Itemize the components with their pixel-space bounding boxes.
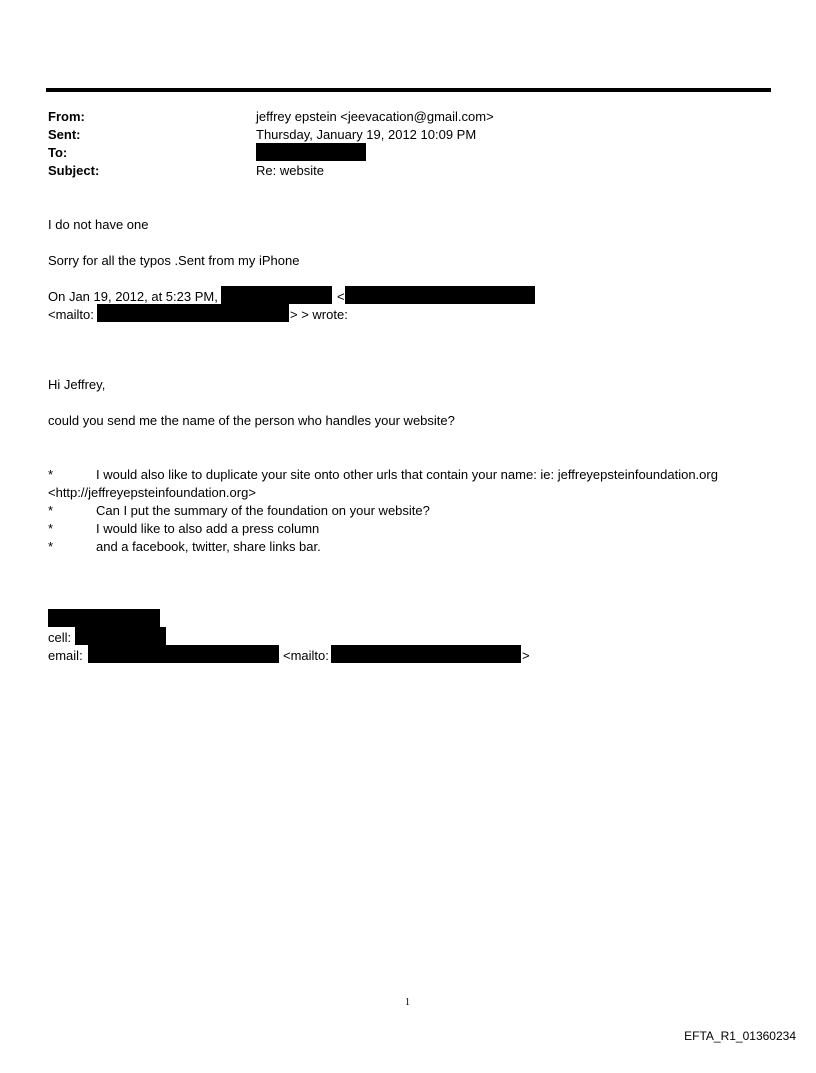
cell-label: cell:: [48, 630, 72, 645]
from-label: From:: [48, 109, 85, 124]
quote-intro: On Jan 19, 2012, at 5:23 PM,: [48, 289, 218, 304]
signature-line: Sorry for all the typos .Sent from my iPhone: [48, 253, 300, 268]
redaction-to: [256, 143, 366, 161]
bullet-marker: *: [48, 521, 54, 536]
bullet-item: and a facebook, twitter, share links bar.: [96, 539, 321, 554]
email-label: email:: [48, 648, 83, 663]
redaction-email: [88, 645, 279, 663]
redaction-mailto: [97, 304, 289, 322]
bullet-marker: *: [48, 503, 54, 518]
bullet-item: I would also like to duplicate your site onto other urls that contain your name: ie: jeffreyepsteinfoundation.org: [96, 467, 718, 482]
subject-value: Re: website: [256, 163, 324, 178]
redaction-cell: [75, 627, 166, 645]
redaction-email-mailto: [331, 645, 521, 663]
email-mailto: <mailto:: [283, 648, 329, 663]
reply-line: I do not have one: [48, 217, 149, 232]
subject-label: Subject:: [48, 163, 100, 178]
mailto-label: <mailto:: [48, 307, 94, 322]
greeting: Hi Jeffrey,: [48, 377, 106, 392]
page-number: 1: [405, 997, 410, 1008]
sent-value: Thursday, January 19, 2012 10:09 PM: [256, 127, 477, 142]
question: could you send me the name of the person who handles your website?: [48, 413, 455, 428]
document-id: EFTA_R1_01360234: [684, 1029, 796, 1043]
from-value: jeffrey epstein <jeevacation@gmail.com>: [256, 109, 494, 124]
email-close: >: [522, 648, 530, 663]
header-rule: [46, 88, 771, 92]
redaction-sender-email: [345, 286, 535, 304]
redaction-signature-name: [48, 609, 160, 627]
bullet-item: I would like to also add a press column: [96, 521, 320, 536]
bullet-marker: *: [48, 467, 54, 482]
sent-label: Sent:: [48, 127, 81, 142]
quote-intro-lt: <: [337, 289, 345, 304]
wrote-suffix: > > wrote:: [290, 307, 348, 322]
redaction-sender-name: [221, 286, 332, 304]
bullet-marker: *: [48, 539, 54, 554]
to-label: To:: [48, 145, 68, 160]
bullet-item: Can I put the summary of the foundation on your website?: [96, 503, 430, 518]
bullet-continuation-link[interactable]: <http://jeffreyepsteinfoundation.org>: [48, 485, 256, 500]
